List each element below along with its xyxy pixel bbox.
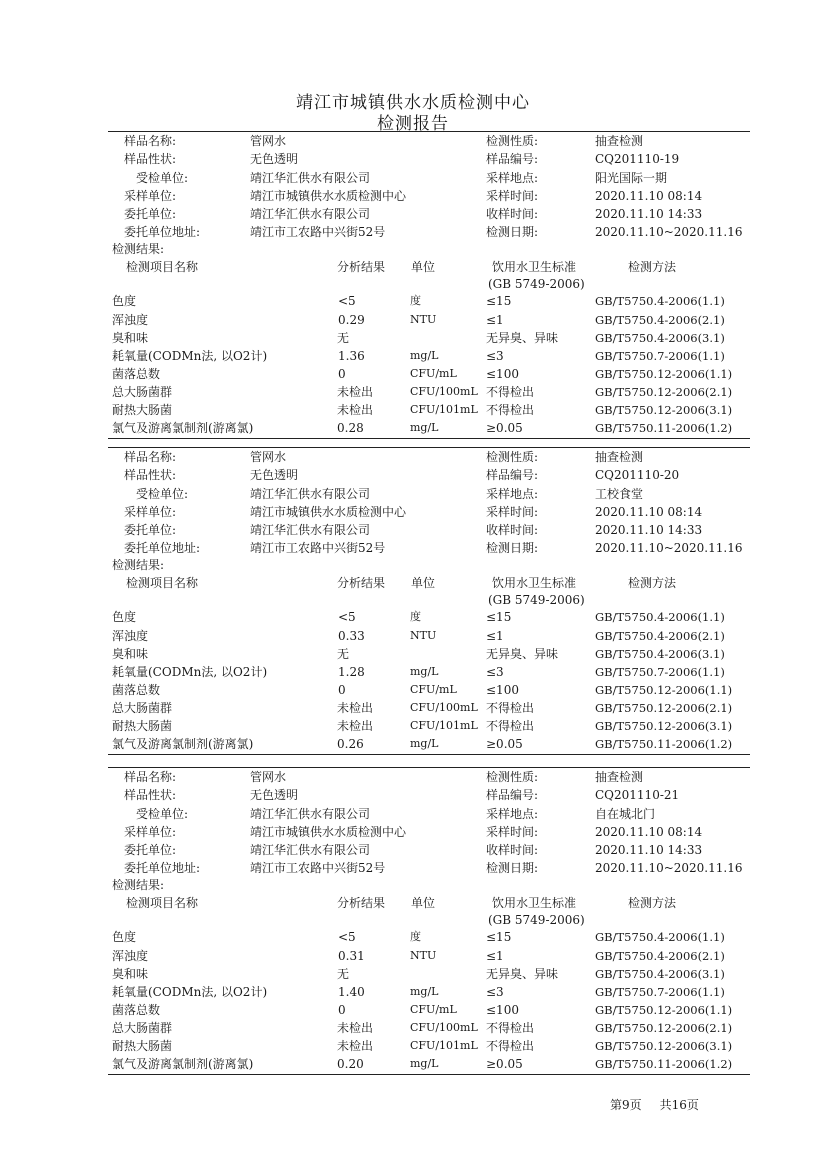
value-test-date: 2020.11.10~2020.11.16 [595, 541, 743, 555]
item-name: 总大肠菌群 [112, 1021, 173, 1035]
value-inspected-unit: 靖江华汇供水有限公司 [250, 807, 371, 821]
label-client-unit: 委托单位: [124, 843, 177, 857]
item-result: 0 [338, 1003, 346, 1017]
column-result: 分析结果 [337, 896, 386, 910]
item-unit: NTU [410, 629, 437, 642]
page-footer [610, 1096, 699, 1113]
value-client-address: 靖江市工农路中兴街52号 [250, 861, 386, 875]
item-method: GB/T5750.7-2006(1.1) [595, 665, 725, 679]
column-standard-sub: (GB 5749-2006) [488, 593, 585, 607]
label-sampling-unit: 采样单位: [124, 505, 177, 519]
item-name: 总大肠菌群 [112, 385, 173, 399]
item-name: 耐热大肠菌 [112, 719, 173, 733]
value-sample-no: CQ201110-20 [595, 468, 680, 482]
page-total: 共16页 [659, 1098, 699, 1112]
label-sampling-time: 采样时间: [486, 505, 539, 519]
item-name: 菌落总数 [112, 367, 161, 381]
item-standard: ≤15 [486, 294, 512, 308]
item-name: 菌落总数 [112, 1003, 161, 1017]
item-name: 氯气及游离氯制剂(游离氯) [112, 421, 254, 435]
item-result: 未检出 [337, 403, 374, 417]
item-method: GB/T5750.7-2006(1.1) [595, 349, 725, 363]
item-unit: mg/L [410, 665, 439, 678]
column-method: 检测方法 [628, 260, 677, 274]
item-standard: ≤100 [486, 367, 519, 381]
value-client-address: 靖江市工农路中兴街52号 [250, 225, 386, 239]
label-sample-no: 样品编号: [486, 152, 539, 166]
item-standard: 不得检出 [486, 719, 535, 733]
column-standard: 饮用水卫生标准 [492, 896, 577, 910]
item-name: 氯气及游离氯制剂(游离氯) [112, 737, 254, 751]
value-sampling-site: 工校食堂 [595, 487, 644, 501]
item-result: 0.28 [337, 421, 364, 435]
label-sampling-time: 采样时间: [486, 189, 539, 203]
item-unit: NTU [410, 313, 437, 326]
item-unit: 度 [410, 610, 421, 623]
value-sample-name: 管网水 [250, 134, 287, 148]
item-result: <5 [338, 930, 356, 944]
block-top-rule [108, 447, 750, 448]
item-unit: CFU/101mL [410, 1039, 478, 1052]
item-result: 1.40 [338, 985, 365, 999]
value-sampling-time: 2020.11.10 08:14 [595, 825, 703, 839]
value-sampling-site: 阳光国际一期 [595, 171, 668, 185]
value-test-date: 2020.11.10~2020.11.16 [595, 225, 743, 239]
item-method: GB/T5750.4-2006(2.1) [595, 629, 725, 643]
label-client-unit: 委托单位: [124, 523, 177, 537]
block-top-rule [108, 767, 750, 768]
item-unit: 度 [410, 930, 421, 943]
label-nature: 检测性质: [486, 770, 539, 784]
value-inspected-unit: 靖江华汇供水有限公司 [250, 487, 371, 501]
value-client-unit: 靖江华汇供水有限公司 [250, 843, 371, 857]
item-method: GB/T5750.12-2006(3.1) [595, 1039, 733, 1053]
label-test-date: 检测日期: [486, 861, 539, 875]
item-method: GB/T5750.12-2006(3.1) [595, 403, 733, 417]
item-name: 臭和味 [112, 967, 149, 981]
item-standard: 无异臭、异味 [486, 967, 559, 981]
label-sampling-unit: 采样单位: [124, 189, 177, 203]
value-nature: 抽查检测 [595, 450, 644, 464]
item-result: 未检出 [337, 719, 374, 733]
label-receive-time: 收样时间: [486, 523, 539, 537]
results-label: 检测结果: [112, 878, 165, 892]
item-result: 1.36 [338, 349, 365, 363]
item-result: 未检出 [337, 701, 374, 715]
item-name: 耐热大肠菌 [112, 403, 173, 417]
column-standard-sub: (GB 5749-2006) [488, 913, 585, 927]
item-method: GB/T5750.12-2006(1.1) [595, 683, 733, 697]
block-bottom-rule [108, 754, 750, 755]
label-client-unit: 委托单位: [124, 207, 177, 221]
label-sample-name: 样品名称: [124, 770, 177, 784]
item-unit: CFU/mL [410, 1003, 457, 1016]
item-result: 无 [337, 647, 350, 661]
value-sample-name: 管网水 [250, 450, 287, 464]
item-standard: ≤3 [486, 985, 504, 999]
item-method: GB/T5750.4-2006(3.1) [595, 647, 725, 661]
item-name: 耗氧量(CODMn法, 以O2计) [112, 349, 268, 363]
report-title: 检测报告 [377, 114, 449, 134]
item-result: 1.28 [338, 665, 365, 679]
value-sampling-time: 2020.11.10 08:14 [595, 189, 703, 203]
label-client-address: 委托单位地址: [124, 225, 201, 239]
item-name: 浑浊度 [112, 949, 149, 963]
column-result: 分析结果 [337, 576, 386, 590]
value-receive-time: 2020.11.10 14:33 [595, 523, 703, 537]
value-sample-state: 无色透明 [250, 468, 299, 482]
item-method: GB/T5750.4-2006(1.1) [595, 930, 725, 944]
value-sample-name: 管网水 [250, 770, 287, 784]
column-method: 检测方法 [628, 896, 677, 910]
label-receive-time: 收样时间: [486, 843, 539, 857]
item-unit: CFU/101mL [410, 403, 478, 416]
item-method: GB/T5750.4-2006(3.1) [595, 967, 725, 981]
label-sampling-time: 采样时间: [486, 825, 539, 839]
item-method: GB/T5750.4-2006(1.1) [595, 610, 725, 624]
center-title: 靖江市城镇供水水质检测中心 [296, 93, 530, 113]
value-sampling-site: 自在城北门 [595, 807, 656, 821]
column-unit: 单位 [411, 260, 436, 274]
column-standard: 饮用水卫生标准 [492, 576, 577, 590]
value-client-unit: 靖江华汇供水有限公司 [250, 207, 371, 221]
item-method: GB/T5750.4-2006(1.1) [595, 294, 725, 308]
item-standard: ≥0.05 [486, 1057, 523, 1071]
label-sampling-site: 采样地点: [486, 171, 539, 185]
label-nature: 检测性质: [486, 450, 539, 464]
item-standard: 不得检出 [486, 1039, 535, 1053]
value-sample-no: CQ201110-19 [595, 152, 680, 166]
item-name: 总大肠菌群 [112, 701, 173, 715]
item-result: 未检出 [337, 1021, 374, 1035]
value-sampling-unit: 靖江市城镇供水水质检测中心 [250, 825, 407, 839]
label-sample-name: 样品名称: [124, 134, 177, 148]
label-sample-no: 样品编号: [486, 468, 539, 482]
label-client-address: 委托单位地址: [124, 861, 201, 875]
value-sample-state: 无色透明 [250, 152, 299, 166]
item-unit: mg/L [410, 349, 439, 362]
item-name: 色度 [112, 294, 137, 308]
item-method: GB/T5750.12-2006(1.1) [595, 1003, 733, 1017]
item-name: 臭和味 [112, 331, 149, 345]
item-method: GB/T5750.12-2006(3.1) [595, 719, 733, 733]
label-sampling-site: 采样地点: [486, 487, 539, 501]
item-standard: ≤100 [486, 683, 519, 697]
label-inspected-unit: 受检单位: [136, 807, 189, 821]
item-unit: mg/L [410, 737, 439, 750]
label-receive-time: 收样时间: [486, 207, 539, 221]
item-method: GB/T5750.12-2006(1.1) [595, 367, 733, 381]
column-item-name: 检测项目名称 [126, 260, 199, 274]
item-result: <5 [338, 294, 356, 308]
value-receive-time: 2020.11.10 14:33 [595, 207, 703, 221]
block-top-rule [108, 131, 750, 132]
item-name: 氯气及游离氯制剂(游离氯) [112, 1057, 254, 1071]
column-result: 分析结果 [337, 260, 386, 274]
item-unit: CFU/100mL [410, 385, 478, 398]
item-name: 菌落总数 [112, 683, 161, 697]
item-name: 臭和味 [112, 647, 149, 661]
item-standard: 不得检出 [486, 701, 535, 715]
value-sample-no: CQ201110-21 [595, 788, 680, 802]
item-result: 0.29 [338, 313, 365, 327]
item-method: GB/T5750.11-2006(1.2) [595, 1057, 733, 1071]
item-unit: CFU/101mL [410, 719, 478, 732]
label-sample-name: 样品名称: [124, 450, 177, 464]
value-nature: 抽查检测 [595, 134, 644, 148]
value-inspected-unit: 靖江华汇供水有限公司 [250, 171, 371, 185]
item-name: 浑浊度 [112, 313, 149, 327]
item-unit: mg/L [410, 1057, 439, 1070]
item-standard: ≤1 [486, 949, 504, 963]
results-label: 检测结果: [112, 242, 165, 256]
item-unit: CFU/100mL [410, 701, 478, 714]
block-bottom-rule [108, 1074, 750, 1075]
item-result: 0.26 [337, 737, 364, 751]
item-result: 无 [337, 967, 350, 981]
label-inspected-unit: 受检单位: [136, 171, 189, 185]
value-nature: 抽查检测 [595, 770, 644, 784]
item-result: 无 [337, 331, 350, 345]
label-sample-state: 样品性状: [124, 152, 177, 166]
item-standard: ≤100 [486, 1003, 519, 1017]
item-method: GB/T5750.7-2006(1.1) [595, 985, 725, 999]
label-nature: 检测性质: [486, 134, 539, 148]
column-item-name: 检测项目名称 [126, 896, 199, 910]
column-unit: 单位 [411, 896, 436, 910]
item-result: 未检出 [337, 1039, 374, 1053]
value-sampling-time: 2020.11.10 08:14 [595, 505, 703, 519]
item-name: 色度 [112, 610, 137, 624]
item-standard: ≥0.05 [486, 421, 523, 435]
item-name: 耗氧量(CODMn法, 以O2计) [112, 665, 268, 679]
value-client-unit: 靖江华汇供水有限公司 [250, 523, 371, 537]
item-unit: NTU [410, 949, 437, 962]
label-sample-no: 样品编号: [486, 788, 539, 802]
value-test-date: 2020.11.10~2020.11.16 [595, 861, 743, 875]
item-standard: ≤1 [486, 313, 504, 327]
item-method: GB/T5750.4-2006(2.1) [595, 949, 725, 963]
item-standard: 不得检出 [486, 385, 535, 399]
label-test-date: 检测日期: [486, 225, 539, 239]
item-method: GB/T5750.4-2006(3.1) [595, 331, 725, 345]
item-result: 0.33 [338, 629, 365, 643]
column-standard: 饮用水卫生标准 [492, 260, 577, 274]
page-number: 第9页 [610, 1098, 642, 1112]
label-sample-state: 样品性状: [124, 468, 177, 482]
item-method: GB/T5750.12-2006(2.1) [595, 1021, 733, 1035]
item-unit: 度 [410, 294, 421, 307]
item-result: 0.31 [338, 949, 365, 963]
label-sampling-site: 采样地点: [486, 807, 539, 821]
item-standard: ≤1 [486, 629, 504, 643]
item-standard: 无异臭、异味 [486, 647, 559, 661]
value-client-address: 靖江市工农路中兴街52号 [250, 541, 386, 555]
item-unit: CFU/100mL [410, 1021, 478, 1034]
item-method: GB/T5750.12-2006(2.1) [595, 385, 733, 399]
item-result: <5 [338, 610, 356, 624]
item-standard: ≤15 [486, 930, 512, 944]
item-name: 浑浊度 [112, 629, 149, 643]
item-standard: ≤15 [486, 610, 512, 624]
item-name: 耐热大肠菌 [112, 1039, 173, 1053]
item-result: 0 [338, 367, 346, 381]
item-unit: CFU/mL [410, 367, 457, 380]
column-unit: 单位 [411, 576, 436, 590]
item-method: GB/T5750.11-2006(1.2) [595, 737, 733, 751]
block-bottom-rule [108, 438, 750, 439]
item-standard: 不得检出 [486, 403, 535, 417]
item-result: 未检出 [337, 385, 374, 399]
item-method: GB/T5750.12-2006(2.1) [595, 701, 733, 715]
item-standard: ≥0.05 [486, 737, 523, 751]
label-sampling-unit: 采样单位: [124, 825, 177, 839]
item-name: 色度 [112, 930, 137, 944]
item-unit: mg/L [410, 421, 439, 434]
item-unit: CFU/mL [410, 683, 457, 696]
column-item-name: 检测项目名称 [126, 576, 199, 590]
column-standard-sub: (GB 5749-2006) [488, 277, 585, 291]
item-result: 0.20 [337, 1057, 364, 1071]
value-sample-state: 无色透明 [250, 788, 299, 802]
item-result: 0 [338, 683, 346, 697]
item-standard: 不得检出 [486, 1021, 535, 1035]
label-client-address: 委托单位地址: [124, 541, 201, 555]
item-method: GB/T5750.11-2006(1.2) [595, 421, 733, 435]
column-method: 检测方法 [628, 576, 677, 590]
item-unit: mg/L [410, 985, 439, 998]
item-standard: ≤3 [486, 349, 504, 363]
label-inspected-unit: 受检单位: [136, 487, 189, 501]
item-standard: ≤3 [486, 665, 504, 679]
value-receive-time: 2020.11.10 14:33 [595, 843, 703, 857]
results-label: 检测结果: [112, 558, 165, 572]
item-standard: 无异臭、异味 [486, 331, 559, 345]
item-name: 耗氧量(CODMn法, 以O2计) [112, 985, 268, 999]
value-sampling-unit: 靖江市城镇供水水质检测中心 [250, 189, 407, 203]
label-sample-state: 样品性状: [124, 788, 177, 802]
label-test-date: 检测日期: [486, 541, 539, 555]
item-method: GB/T5750.4-2006(2.1) [595, 313, 725, 327]
value-sampling-unit: 靖江市城镇供水水质检测中心 [250, 505, 407, 519]
